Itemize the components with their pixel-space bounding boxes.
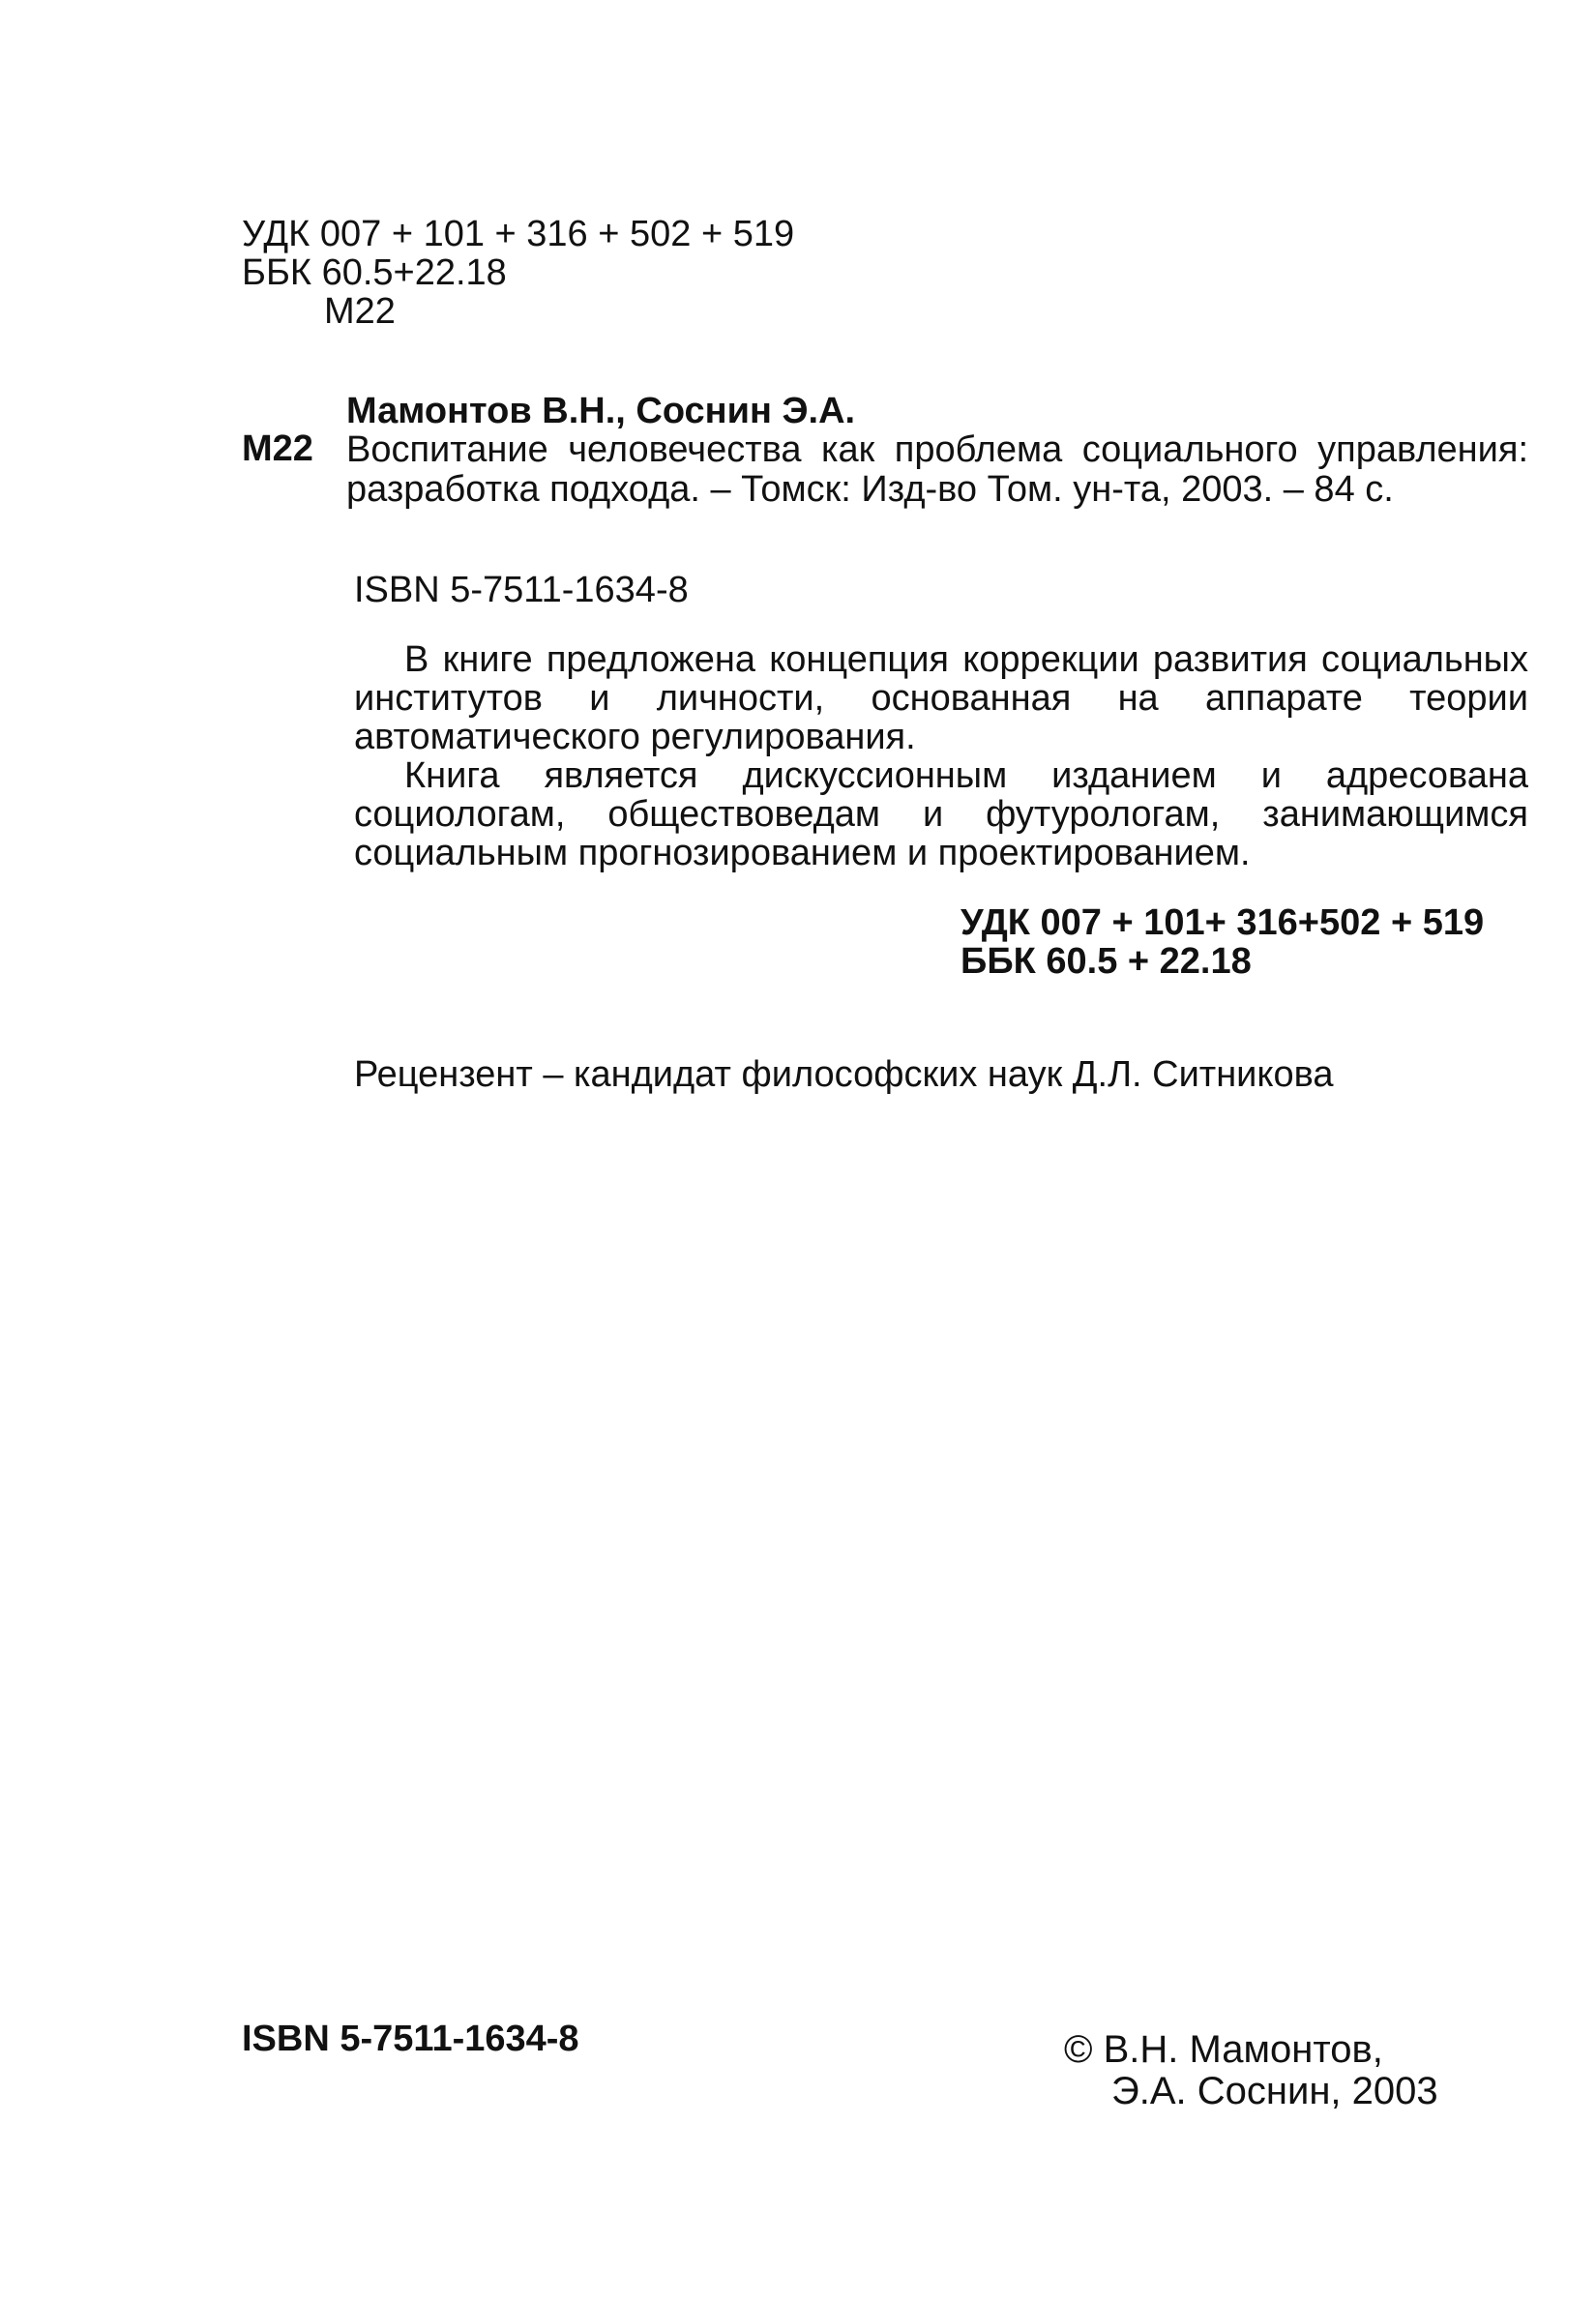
bbk-code-right: ББК 60.5 + 22.18 (961, 941, 1252, 982)
udk-code-right: УДК 007 + 101+ 316+502 + 519 (961, 902, 1485, 943)
annotation (354, 640, 1528, 872)
udk-code-top: УДК 007 + 101 + 316 + 502 + 519 (242, 214, 795, 254)
author-mark-top: М22 (324, 291, 396, 332)
annotation-paragraph-2: Книга является дискуссионным изданием и адресована социологам, обществоведам и футурологам, занимающимся социальным прогнозированием и проектированием. (354, 755, 1528, 873)
entry-author-mark: М22 (242, 428, 313, 469)
bibliographic-title: Воспитание человечества как проблема социального управления: разработка подхода. – Томск: Изд-во Том. ун-та, 2003. – 84 с. (346, 429, 1528, 510)
copyright-notice (1064, 2029, 1438, 2112)
bbk-code-top: ББК 60.5+22.18 (242, 252, 507, 293)
copyright-line-2: Э.А. Соснин, 2003 (1111, 2070, 1438, 2112)
authors-line: Мамонтов В.Н., Соснин Э.А. (346, 391, 856, 431)
reviewer-line: Рецензент – кандидат философских наук Д.Л. Ситникова (354, 1054, 1334, 1095)
copyright-line-1: © В.Н. Мамонтов, (1064, 2028, 1383, 2071)
isbn-middle: ISBN 5-7511-1634-8 (354, 570, 689, 610)
right-classification-codes (961, 903, 1484, 981)
isbn-bottom: ISBN 5-7511-1634-8 (242, 2019, 579, 2059)
top-classification-codes (242, 215, 794, 331)
annotation-paragraph-1: В книге предложена концепция коррекции развития социальных институтов и личности, основанная на аппарате теории автоматического регулирования. (354, 639, 1528, 757)
